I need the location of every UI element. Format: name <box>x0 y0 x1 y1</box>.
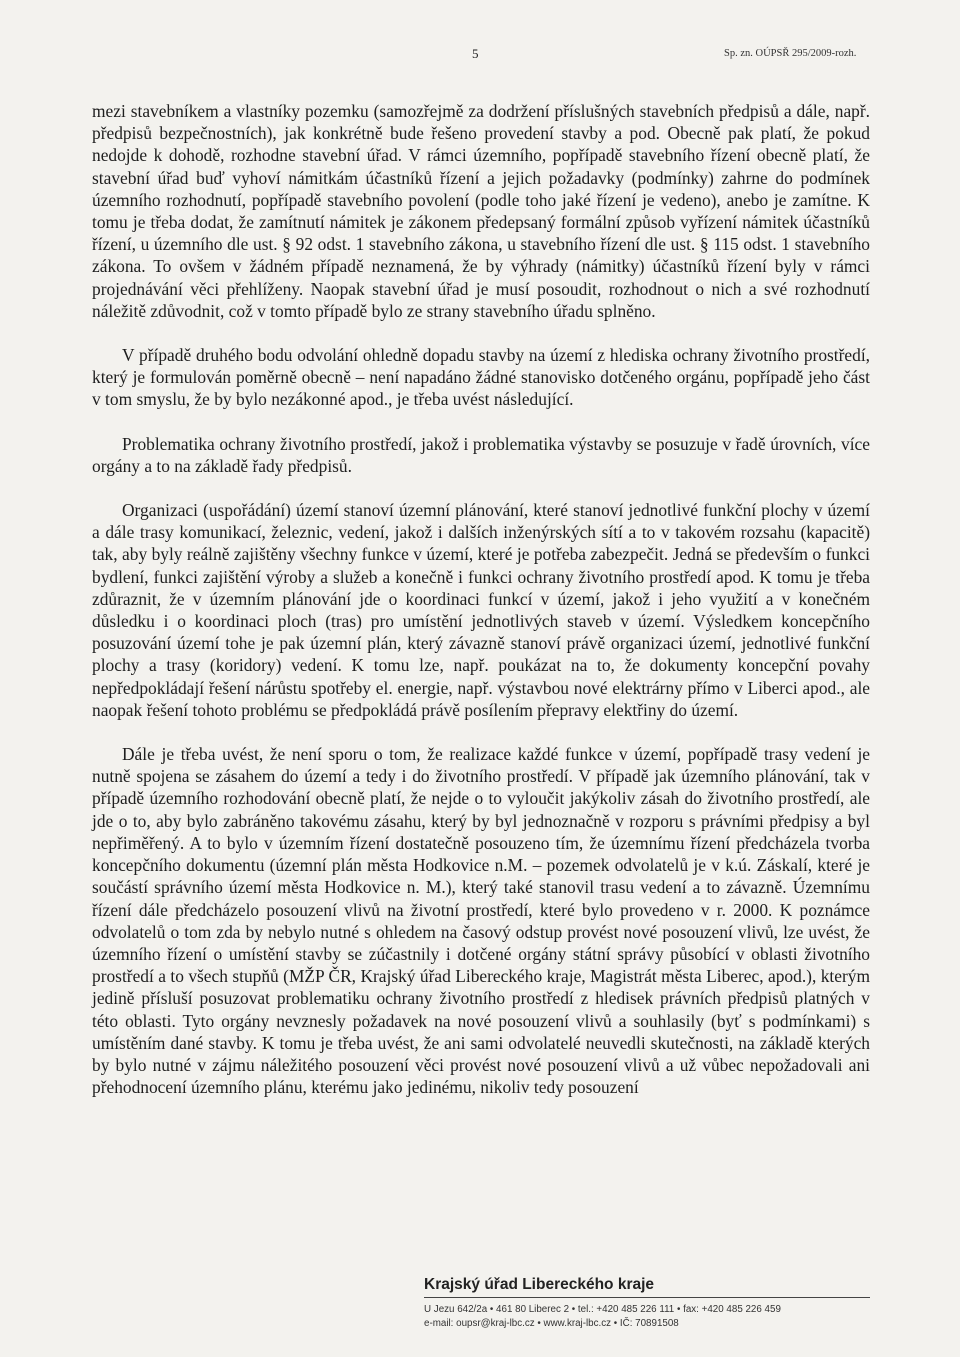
document-body <box>92 100 870 1098</box>
case-reference: Sp. zn. OÚPSŘ 295/2009-rozh. <box>724 48 857 59</box>
letterhead-footer <box>424 1276 884 1329</box>
address-line: U Jezu 642/2a • 461 80 Liberec 2 • tel.: +420 485 226 111 • fax: +420 485 226 459 <box>424 1304 781 1315</box>
paragraph: mezi stavebníkem a vlastníky pozemku (samozřejmě za dodržení příslušných stavebních předpisů a dále, např. předpisů bezpečnostních), jak konkrétně bude řešeno provedení stavby a pod. Obecně pak platí, že pokud nedojde k dohodě, rozhodne stavební úřad. V rámci územního, popřípadě stavebního řízení obecně platí, že stavební úřad buď vyhoví námitkám účastníků řízení a jejich požadavky (podmínky) zahrne do podmínek územního rozhodnutí, popřípadě stavebního povolení (podle toho jaké řízení je vedeno), anebo je zamítne. K tomu je třeba dodat, že zamítnutí námitek je zákonem předepsaný formální způsob vyřízení námitek účastníků řízení, u územního dle ust. § 92 odst. 1 stavebního zákona, u stavebního řízení dle ust. § 115 odst. 1 stavebního zákona. To ovšem v žádném případě neznamená, že by výhrady (námitky) účastníků řízení byly v rámci projednávání věci přehlíženy. Naopak stavební úřad je musí posoudit, rozhodnout o nich a své rozhodnutí náležitě zdůvodnit, což v tomto případě bylo ze strany stavebního úřadu splněno. <box>92 101 870 321</box>
organization-name: Krajský úřad Libereckého kraje <box>424 1276 870 1298</box>
contact-line: e-mail: oupsr@kraj-lbc.cz • www.kraj-lbc.cz • IČ: 70891508 <box>424 1318 679 1329</box>
paragraph: V případě druhého bodu odvolání ohledně dopadu stavby na území z hlediska ochrany životního prostředí, který je formulován poměrně obecně – není napadáno žádné stanovisko dotčeného orgánu, popřípadě jeho část v tom smyslu, že by bylo nezákonné apod., je třeba uvést následující. <box>92 345 870 410</box>
paragraph: Problematika ochrany životního prostředí, jakož i problematika výstavby se posuzuje v řadě úrovních, více orgány a to na základě řady předpisů. <box>92 433 870 476</box>
paragraph: Organizaci (uspořádání) území stanoví územní plánování, které stanoví jednotlivé funkční plochy v území a dále trasy komunikací, železnic, vedení, jakož i dalších inženýrských sítí a to v takovém rozsahu (kapacitě) tak, aby byly reálně zajištěny všechny funkce v území, které je potřeba zabezpečit. Jedná se především o funkci bydlení, funkci zajištění výroby a služeb a konečně i funkci ochrany životního prostředí apod. K tomu je třeba zdůraznit, že v územním plánování jde o koordinaci funkcí v území, jakož i jeho využití a v konečném důsledku i o koordinaci ploch (tras) pro umístění jednotlivých staveb v území. Výsledkem koncepčního posuzování území tohe je pak územní plán, který závazně stanoví právě organizaci území, jednotlivé funkční plochy a trasy (koridory) vedení. K tomu lze, např. poukázat na to, že dokumenty koncepční povahy nepředpokládají řešení nárůstu spotřeby el. energie, např. výstavbou nové elektrárny přímo v Liberci apod., ale naopak řešení tohoto problému se předpokládá právě posílením přepravy elektřiny do území. <box>92 500 870 720</box>
page-number: 5 <box>472 46 479 61</box>
paragraph: Dále je třeba uvést, že není sporu o tom, že realizace každé funkce v území, popřípadě trasy vedení je nutně spojena se zásahem do území a tedy i do životního prostředí. V případě jak územního plánování, tak v případě územního rozhodování obecně platí, že nejde o to vyloučit jakýkoliv zásah do životního prostředí, ale jde o to, aby bylo zabráněno takovému zásahu, který by byl jednoznačně v rozporu s právními předpisy a byl nepřiměřený. A to bylo v územním řízení dostatečně posouzeno tím, že územnímu řízení předcházela tvorba koncepčního dokumentu (územní plán města Hodkovice n.M. – pozemek odvolatelů je v k.ú. Záskalí, které je součástí správního území města Hodkovice n. M.), který také stanovil trasu vedení a to závazně. Územnímu řízení dále předcházelo posouzení vlivů na životní prostředí, které bylo provedeno v r. 2000. K poznámce odvolatelů o tom zda by nebylo nutné s ohledem na časový odstup provést nové posouzení vlivů, lze uvést, že územního řízení o umístění stavby se zúčastnily i dotčené orgány státní správy působící v oblasti životního prostředí a to všech stupňů (MŽP ČR, Krajský úřad Libereckého kraje, Magistrát města Liberec, apod.), kterým jedině přísluší posuzovat problematiku ochrany životního prostředí z hledisek právních předpisů platných v této oblasti. Tyto orgány nevznesly požadavek na nové posouzení vlivů a souhlasily (byť s podmínkami) s umístěním dané stavby. K tomu je třeba uvést, že ani sami odvolatelé neuvedli skutečnosti, na základě kterých by bylo nutné v zájmu náležitého posouzení věci provést nové posouzení vlivů a už vůbec nepožadovali ani přehodnocení územního plánu, kterému jako jedinému, nikoliv tedy posouzení <box>92 744 870 1098</box>
